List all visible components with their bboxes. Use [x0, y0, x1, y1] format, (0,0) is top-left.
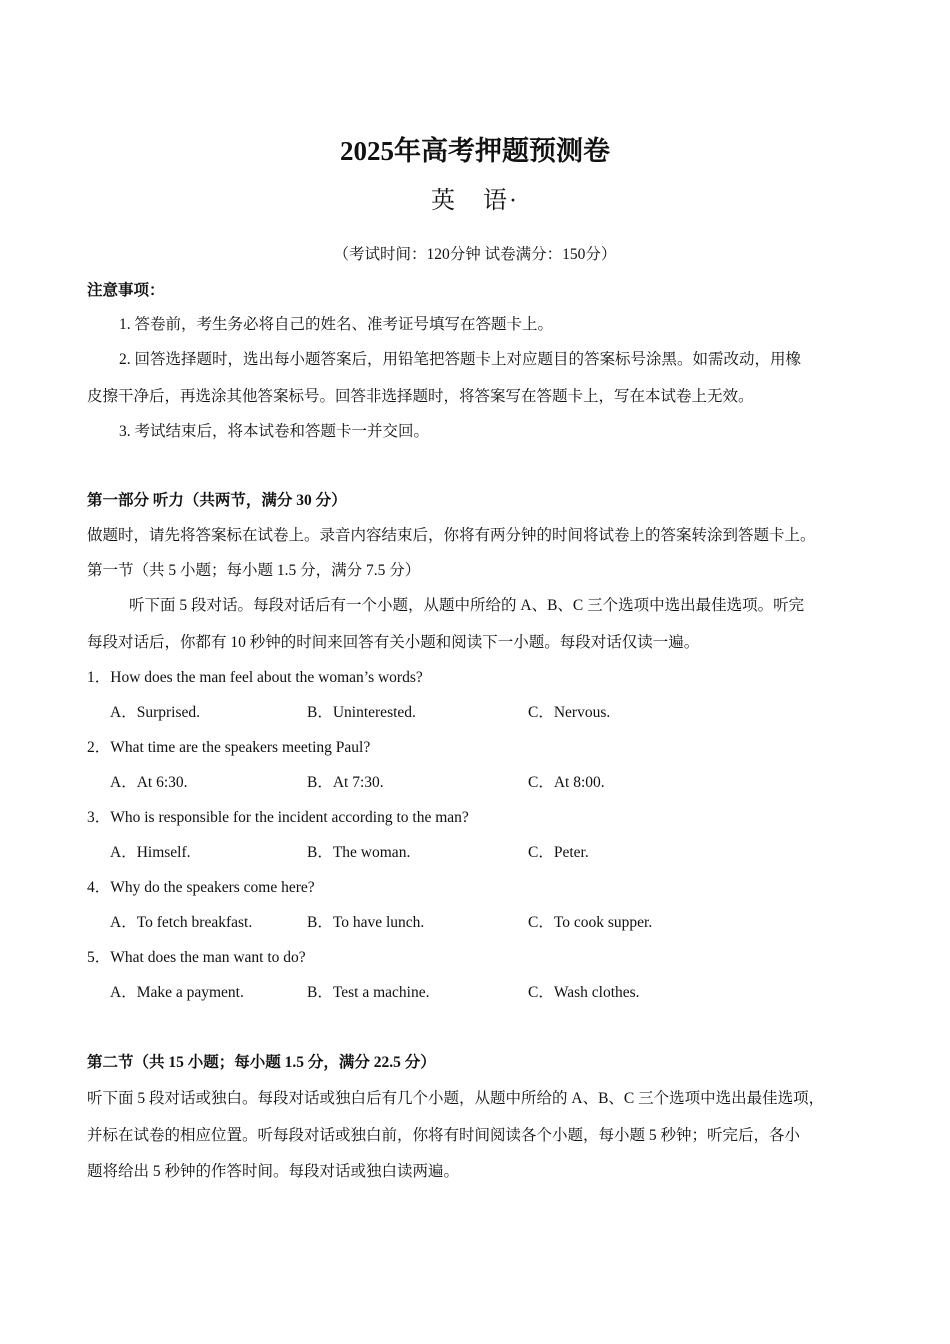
part1-instruction: 做题时，请先将答案标在试卷上。录音内容结束后，你将有两分钟的时间将试卷上的答案转涂到答题卡上。: [87, 527, 816, 544]
question-2-option-b: B．At 7:30.: [307, 774, 384, 791]
subject-char-1: 英: [431, 188, 457, 214]
question-4-option-a: A．To fetch breakfast.: [110, 914, 253, 931]
section2-intro-line-2: 并标在试卷的相应位置。听每段对话或独白前，你将有时间阅读各个小题，每小题 5 秒钟；听完后，各小: [87, 1127, 801, 1144]
question-2-option-a: A．At 6:30.: [110, 774, 188, 791]
section1-intro-line-1: 听下面 5 段对话。每段对话后有一个小题，从题中所给的 A、B、C 三个选项中选出最佳选项。听完: [129, 597, 805, 614]
question-5: 5．What does the man want to do?: [87, 949, 306, 966]
notice-item-2-line-1: 2. 回答选择题时，选出每小题答案后，用铅笔把答题卡上对应题目的答案标号涂黑。如需改动，用橡: [119, 351, 802, 368]
question-5-option-b: B．Test a machine.: [307, 984, 430, 1001]
notice-heading: 注意事项：: [87, 282, 165, 299]
section1-intro-line-2: 每段对话后，你都有 10 秒钟的时间来回答有关小题和阅读下一小题。每段对话仅读一遍。: [87, 634, 700, 651]
section2-heading: 第二节（共 15 小题；每小题 1.5 分，满分 22.5 分）: [87, 1054, 436, 1071]
question-1-option-b: B．Uninterested.: [307, 704, 416, 721]
question-4: 4．Why do the speakers come here?: [87, 879, 315, 896]
question-3-option-a: A．Himself.: [110, 844, 191, 861]
notice-item-2-line-2: 皮擦干净后，再选涂其他答案标号。回答非选择题时，将答案写在答题卡上，写在本试卷上无效。: [87, 388, 754, 405]
section2-intro-line-3: 题将给出 5 秒钟的作答时间。每段对话或独白读两遍。: [87, 1163, 460, 1180]
exam-info: （考试时间：120分钟 试卷满分：150分）: [333, 246, 617, 263]
question-1: 1．How does the man feel about the woman’s words?: [87, 669, 423, 686]
question-5-option-a: A．Make a payment.: [110, 984, 244, 1001]
question-3-option-c: C．Peter.: [528, 844, 589, 861]
part1-heading: 第一部分 听力（共两节，满分 30 分）: [87, 492, 347, 509]
subject-char-2: 语·: [483, 188, 519, 214]
question-4-option-b: B．To have lunch.: [307, 914, 425, 931]
question-2-option-c: C．At 8:00.: [528, 774, 605, 791]
question-3-option-b: B．The woman.: [307, 844, 411, 861]
question-5-option-c: C．Wash clothes.: [528, 984, 640, 1001]
question-1-option-a: A．Surprised.: [110, 704, 200, 721]
question-3: 3．Who is responsible for the incident according to the man?: [87, 809, 469, 826]
question-1-option-c: C．Nervous.: [528, 704, 611, 721]
section2-intro-line-1: 听下面 5 段对话或独白。每段对话或独白后有几个小题，从题中所给的 A、B、C 三个选项中选出最佳选项，: [87, 1090, 825, 1107]
section1-heading: 第一节（共 5 小题；每小题 1.5 分，满分 7.5 分）: [87, 562, 421, 579]
notice-item-3: 3. 考试结束后，将本试卷和答题卡一并交回。: [119, 423, 430, 440]
notice-item-1: 1. 答卷前，考生务必将自己的姓名、准考证号填写在答题卡上。: [119, 316, 554, 333]
exam-title: 2025年高考押题预测卷: [340, 136, 610, 166]
question-2: 2．What time are the speakers meeting Paul?: [87, 739, 371, 756]
question-4-option-c: C．To cook supper.: [528, 914, 653, 931]
subject-title: [0, 186, 950, 216]
